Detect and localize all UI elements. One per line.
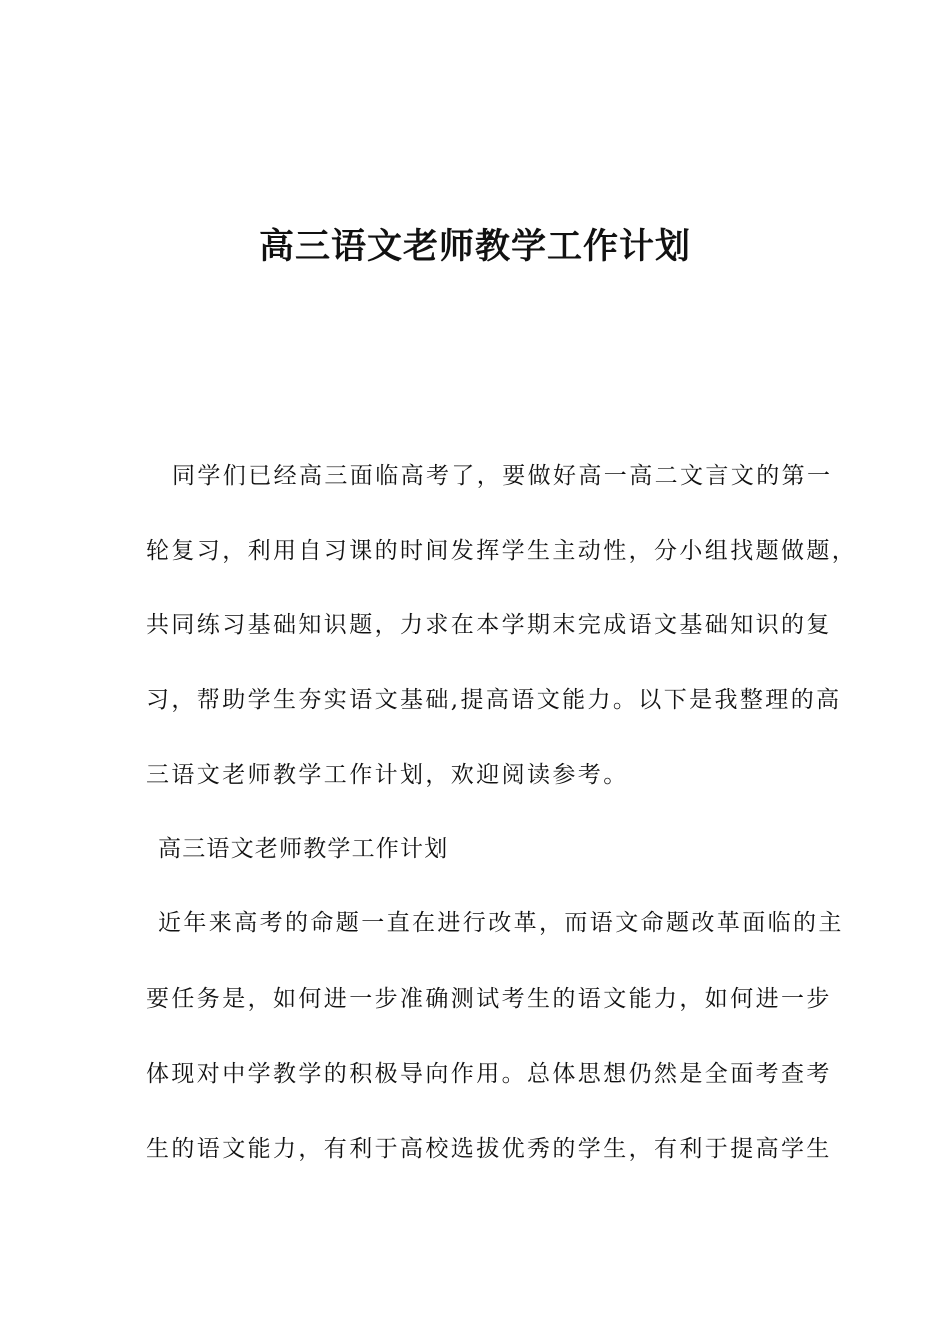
- intro-paragraph-line-5: 三语文老师教学工作计划，欢迎阅读参考。: [146, 762, 629, 788]
- document-title: 高三语文老师教学工作计划: [258, 227, 691, 267]
- body-paragraph-line-4: 生的语文能力，有利于高校选拔优秀的学生，有利于提高学生: [146, 1136, 832, 1162]
- body-paragraph-line-1: 近年来高考的命题一直在进行改革，而语文命题改革面临的主: [158, 910, 844, 936]
- intro-paragraph-line-3: 共同练习基础知识题，力求在本学期末完成语文基础知识的复: [146, 612, 832, 638]
- body-paragraph-line-3: 体现对中学教学的积极导向作用。总体思想仍然是全面考查考: [146, 1061, 832, 1087]
- section-heading: 高三语文老师教学工作计划: [158, 836, 449, 862]
- intro-paragraph-line-2: 轮复习，利用自习课的时间发挥学生主动性，分小组找题做题，: [146, 538, 858, 564]
- body-paragraph-line-2: 要任务是，如何进一步准确测试考生的语文能力，如何进一步: [146, 986, 832, 1012]
- intro-paragraph-line-1: 同学们已经高三面临高考了，要做好高一高二文言文的第一: [172, 463, 833, 489]
- intro-paragraph-line-4: 习，帮助学生夯实语文基础,提高语文能力。以下是我整理的高: [146, 687, 842, 713]
